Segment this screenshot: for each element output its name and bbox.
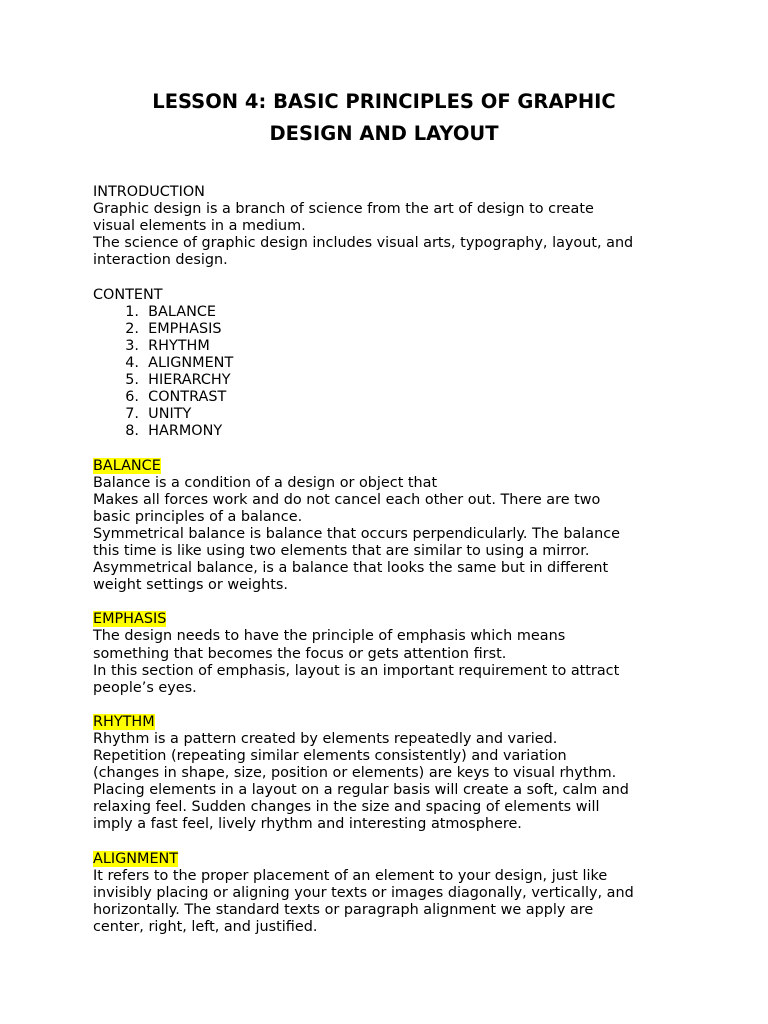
list-label: HARMONY [148, 423, 223, 440]
intro-line-3: The science of graphic design includes visual arts, typography, layout, and [93, 235, 634, 252]
content-list-item [93, 338, 693, 355]
content-list-item [93, 389, 693, 406]
list-number: 2. [125, 320, 139, 337]
balance-heading: BALANCE [93, 457, 161, 474]
balance-line-4: Symmetrical balance is balance that occurs perpendicularly. The balance [93, 525, 620, 542]
content-list [93, 304, 693, 441]
rhythm-line-3: (changes in shape, size, position or elements) are keys to visual rhythm. [93, 765, 617, 782]
introduction-heading: INTRODUCTION [93, 184, 205, 200]
content-list-item [93, 372, 693, 389]
paragraph-spacer [93, 269, 693, 286]
list-number: 6. [125, 389, 139, 406]
balance-line-6: Asymmetrical balance, is a balance that looks the same but in different [93, 560, 609, 577]
rhythm-heading: RHYTHM [93, 713, 155, 730]
list-number: 4. [125, 354, 139, 371]
paragraph-spacer [93, 594, 693, 611]
alignment-heading-line [93, 851, 693, 868]
rhythm-line-2: Repetition (repeating similar elements consistently) and variation [93, 748, 567, 765]
intro-line-2: visual elements in a medium. [93, 218, 306, 235]
balance-line-3: basic principles of a balance. [93, 508, 303, 525]
balance-line-5: this time is like using two elements that are similar to using a mirror. [93, 542, 590, 559]
list-number: 5. [125, 372, 139, 389]
intro-line-1: Graphic design is a branch of science from the art of design to create [93, 201, 594, 218]
list-label: UNITY [148, 406, 192, 423]
list-number: 8. [125, 423, 139, 440]
content-list-item [93, 321, 693, 338]
emphasis-line-1: The design needs to have the principle of emphasis which means [93, 628, 566, 645]
balance-line-7: weight settings or weights. [93, 577, 288, 594]
content-list-item [93, 355, 693, 372]
list-label: ALIGNMENT [148, 354, 234, 371]
alignment-heading: ALIGNMENT [93, 850, 179, 867]
emphasis-line-4: people’s eyes. [93, 679, 197, 696]
content-heading: CONTENT [93, 286, 163, 303]
content-list-item [93, 423, 693, 440]
emphasis-heading-line [93, 611, 693, 628]
alignment-line-1: It refers to the proper placement of an element to your design, just like [93, 867, 608, 884]
list-label: RHYTHM [148, 337, 210, 354]
paragraph-spacer [93, 697, 693, 714]
document-body [93, 184, 693, 936]
list-number: 1. [125, 303, 139, 320]
balance-line-1: Balance is a condition of a design or object that [93, 474, 438, 491]
alignment-line-2: invisibly placing or aligning your texts or images diagonally, vertically, and [93, 884, 634, 901]
alignment-line-4: center, right, left, and justified. [93, 919, 318, 936]
paragraph-spacer [93, 834, 693, 851]
intro-line-4: interaction design. [93, 252, 228, 269]
alignment-line-3: horizontally. The standard texts or paragraph alignment we apply are [93, 901, 594, 918]
emphasis-line-3: In this section of emphasis, layout is an important requirement to attract [93, 662, 620, 679]
lesson-title-line-2: DESIGN AND LAYOUT [269, 122, 499, 145]
list-label: EMPHASIS [148, 320, 222, 337]
list-label: BALANCE [148, 303, 216, 320]
rhythm-line-6: imply a fast feel, lively rhythm and interesting atmosphere. [93, 816, 522, 833]
list-number: 7. [125, 406, 139, 423]
emphasis-line-2: something that becomes the focus or gets attention first. [93, 645, 507, 662]
content-list-item [93, 406, 693, 423]
rhythm-line-5: relaxing feel. Sudden changes in the size and spacing of elements will [93, 799, 600, 816]
lesson-title [0, 86, 768, 150]
balance-heading-line [93, 458, 693, 475]
rhythm-line-4: Placing elements in a layout on a regular basis will create a soft, calm and [93, 782, 629, 799]
paragraph-spacer [93, 440, 693, 457]
lesson-title-line-1: LESSON 4: BASIC PRINCIPLES OF GRAPHIC [152, 90, 616, 113]
balance-line-2: Makes all forces work and do not cancel each other out. There are two [93, 491, 601, 508]
rhythm-heading-line [93, 714, 693, 731]
rhythm-line-1: Rhythm is a pattern created by elements repeatedly and varied. [93, 731, 558, 747]
content-list-item [93, 304, 693, 321]
emphasis-heading: EMPHASIS [93, 611, 167, 628]
list-number: 3. [125, 337, 139, 354]
list-label: HIERARCHY [148, 372, 231, 389]
list-label: CONTRAST [148, 389, 227, 406]
